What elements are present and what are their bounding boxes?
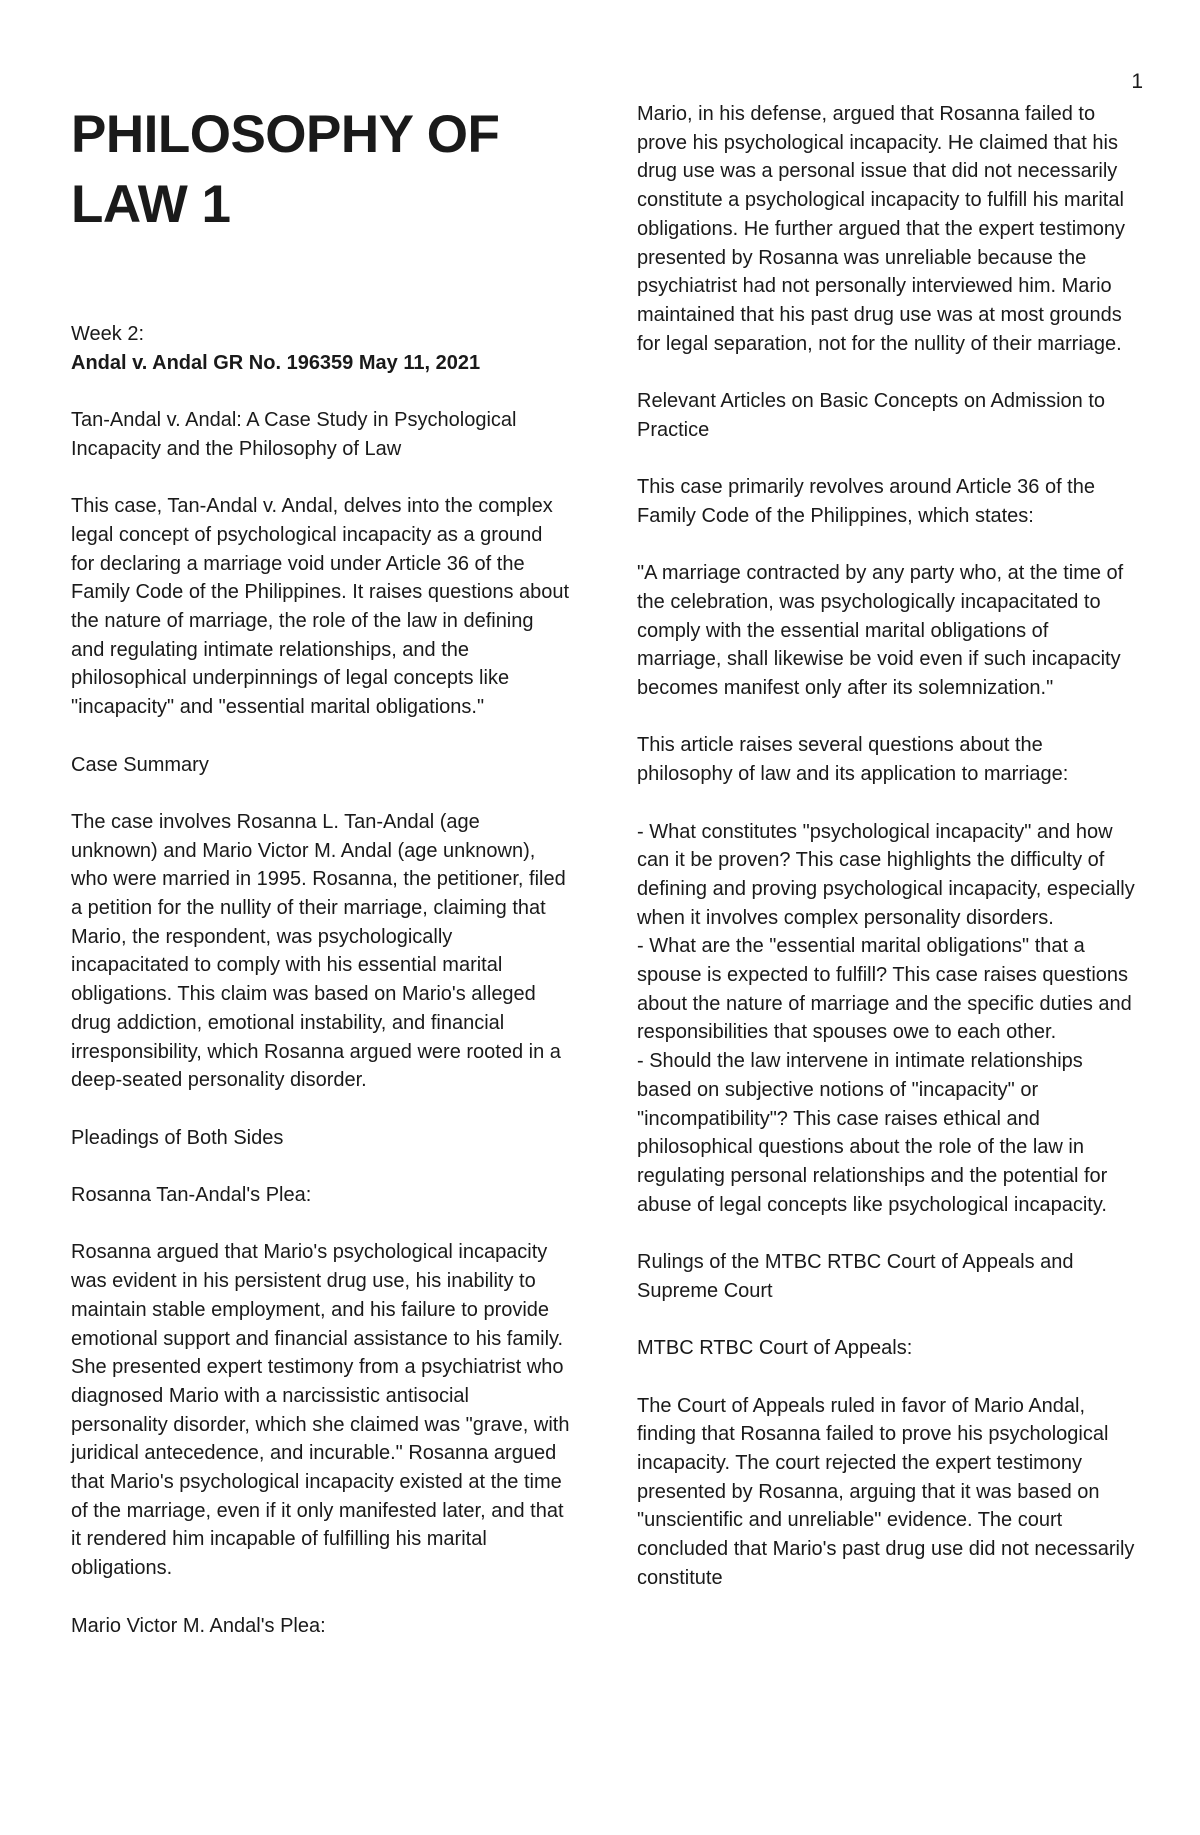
title-line-1: PHILOSOPHY OF bbox=[71, 105, 500, 164]
mario-plea-paragraph: Mario, in his defense, argued that Rosanna failed to prove his psychological incapacity. He claimed that his drug use was a personal issue that did not necessarily constitute a psychological incapacity to fulfill his marital obligations. He further argued that the expert testimony presented by Rosanna was unreliable because the psychiatrist had not personally interviewed him. Mario maintained that his past drug use was at most grounds for legal separation, not for the nullity of their marriage. bbox=[637, 103, 1126, 355]
right-column bbox=[637, 100, 1137, 1621]
left-column bbox=[71, 100, 571, 1669]
title-line-2: LAW 1 bbox=[71, 175, 231, 234]
case-summary-paragraph: The case involves Rosanna L. Tan-Andal (age unknown) and Mario Victor M. Andal (age unknown), who were married in 1995. Rosanna, the petitioner, filed a petition for the nullity of their marriage, claiming that Mario, the respondent, was psychologically incapacitated to comply with his essential marital obligations. This claim was based on Mario's alleged drug addiction, emotional instability, and financial irresponsibility, which Rosanna argued were rooted in a deep-seated personality disorder. bbox=[71, 810, 566, 1092]
questions-intro: This article raises several questions about the philosophy of law and its application to marriage: bbox=[637, 734, 1069, 786]
ca-heading: MTBC RTBC Court of Appeals: bbox=[637, 1337, 913, 1360]
question-item: - Should the law intervene in intimate relationships based on subjective notions of "incapacity" or "incompatibility"? This case raises ethical and philosophical questions about the role of the law in regulating personal relationships and the potential for abuse of legal concepts like psychological incapacity. bbox=[637, 1050, 1108, 1216]
rosanna-plea-heading: Rosanna Tan-Andal's Plea: bbox=[71, 1184, 312, 1206]
article-intro: This case primarily revolves around Article 36 of the Family Code of the Philippines, which states: bbox=[637, 476, 1095, 527]
case-summary-heading: Case Summary bbox=[71, 753, 209, 776]
case-subtitle: Tan-Andal v. Andal: A Case Study in Psychological Incapacity and the Philosophy of Law bbox=[71, 409, 517, 460]
document-title bbox=[71, 100, 571, 240]
questions-list bbox=[637, 818, 1137, 1220]
mario-plea-heading: Mario Victor M. Andal's Plea: bbox=[71, 1614, 326, 1637]
week-label: Week 2: bbox=[71, 323, 144, 345]
pleadings-heading: Pleadings of Both Sides bbox=[71, 1126, 284, 1149]
article-quote: "A marriage contracted by any party who, at the time of the celebration, was psychologically incapacitated to comply with the essential marital obligations of marriage, shall likewise be void even if such incapacity becomes manifest only after its solemnization." bbox=[637, 562, 1124, 700]
question-item: - What are the "essential marital obligations" that a spouse is expected to fulfill? This case raises questions about the nature of marriage and the specific duties and responsibilities that spouses owe to each other. bbox=[637, 935, 1132, 1044]
ca-ruling-paragraph: The Court of Appeals ruled in favor of Mario Andal, finding that Rosanna failed to prove his psychological incapacity. The court rejected the expert testimony presented by Rosanna, arguing that it was based on "unscientific and unreliable" evidence. The court concluded that Mario's past drug use did not necessarily constitute bbox=[637, 1394, 1135, 1589]
page-number: 1 bbox=[1131, 70, 1143, 93]
intro-paragraph: This case, Tan-Andal v. Andal, delves into the complex legal concept of psychological incapacity as a ground for declaring a marriage void under Article 36 of the Family Code of the Philippines. It raises questions about the nature of marriage, the role of the law in defining and regulating intimate relationships, and the philosophical underpinnings of legal concepts like "incapacity" and "essential marital obligations." bbox=[71, 495, 570, 719]
rosanna-plea-paragraph: Rosanna argued that Mario's psychological incapacity was evident in his persistent drug use, his inability to maintain stable employment, and his failure to provide emotional support and financial assistance to his family. She presented expert testimony from a psychiatrist who diagnosed Mario with a narcissistic antisocial personality disorder, which she claimed was "grave, with juridical antecedence, and incurable." Rosanna argued that Mario's psychological incapacity existed at the time of the marriage, even if it only manifested later, and that it rendered him incapable of fulfilling his marital obligations. bbox=[71, 1241, 570, 1580]
rulings-heading: Rulings of the MTBC RTBC Court of Appeals and Supreme Court bbox=[637, 1251, 1074, 1302]
case-citation: Andal v. Andal GR No. 196359 May 11, 2021 bbox=[71, 351, 481, 374]
articles-heading: Relevant Articles on Basic Concepts on Admission to Practice bbox=[637, 390, 1106, 441]
question-item: - What constitutes "psychological incapacity" and how can it be proven? This case highlights the difficulty of defining and proving psychological incapacity, especially when it involves complex personality disorders. bbox=[637, 820, 1135, 929]
